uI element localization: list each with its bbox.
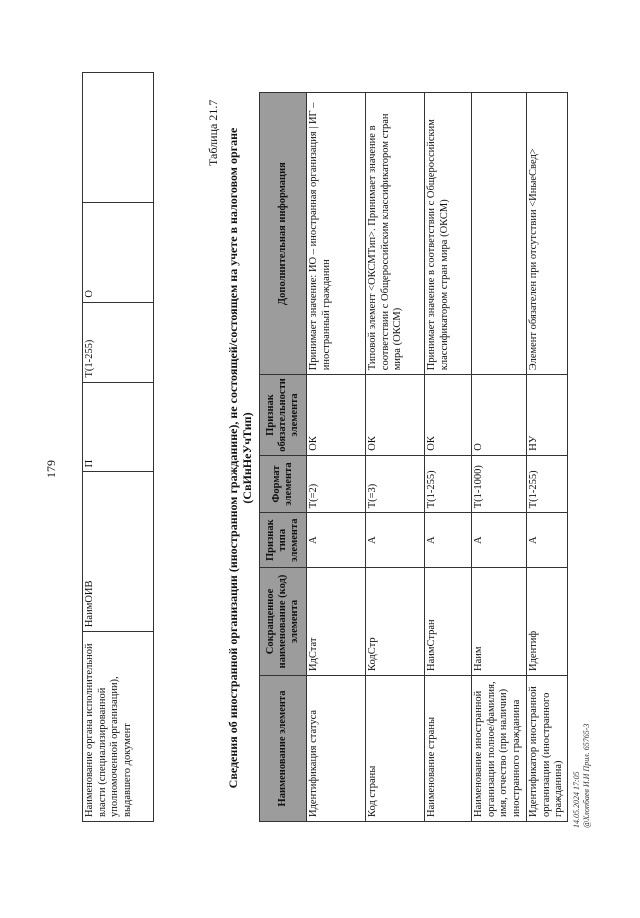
header-short: Сокращенное наименование (код) элемента [260, 568, 307, 676]
cell-info [83, 73, 154, 203]
table-row [366, 93, 425, 822]
cell-type: А [307, 513, 366, 568]
table-row [472, 93, 527, 822]
cell-name: Наименование страны [425, 676, 472, 822]
header-type: Признак типа элемента [260, 513, 307, 568]
cell-required: ОК [425, 375, 472, 456]
cell-format: T(=3) [366, 455, 425, 513]
cell-short: НаимОИВ [83, 472, 154, 632]
signature-stamp [572, 724, 592, 828]
cell-format: T(1-255) [527, 455, 568, 513]
cell-name: Идентификация статуса [307, 676, 366, 822]
table-row [527, 93, 568, 822]
cell-name: Наименование иностранной организации полное/фамилия, имя, отчество (при наличии) иностранного гражданина [472, 676, 527, 822]
table-title: Сведения об иностранной организации (иностранном гражданине), не состоящей/состоящем на учете в налоговом органе (СвИнНеУчТип) [226, 127, 254, 789]
page-number: 179 [44, 460, 58, 478]
table-row [83, 73, 154, 822]
cell-required: О [83, 202, 154, 302]
cell-name: Наименование органа исполнительной власти (специализированной уполномоченной организации), выдавшего документ [83, 632, 154, 822]
cell-format: T(1-1000) [472, 455, 527, 513]
cell-info [472, 93, 527, 375]
cell-short: Наим [472, 568, 527, 676]
cell-required: О [472, 375, 527, 456]
cell-type: А [366, 513, 425, 568]
continued-table [82, 72, 154, 822]
stamp-signer: @Хлопбаев И.И Прил. 65765-3 [582, 723, 591, 828]
table-number: Таблица 21.7 [206, 99, 220, 166]
cell-short: КодСтр [366, 568, 425, 676]
header-info: Дополнительная информация [260, 93, 307, 375]
cell-type: А [527, 513, 568, 568]
cell-required: ОК [366, 375, 425, 456]
cell-required: ОК [307, 375, 366, 456]
cell-info: Принимает значение: ИО – иностранная организация | ИГ – иностранный гражданин [307, 93, 366, 375]
table-row [307, 93, 366, 822]
header-name: Наименование элемента [260, 676, 307, 822]
cell-short: Идентиф [527, 568, 568, 676]
cell-info: Принимает значение в соответствии с Общероссийским классификатором стран мира (ОКСМ) [425, 93, 472, 375]
cell-name: Код страны [366, 676, 425, 822]
cell-format: T(=2) [307, 455, 366, 513]
cell-format: T(1-255) [83, 302, 154, 382]
cell-type: П [83, 382, 154, 472]
cell-info: Элемент обязателен при отсутствии <ИныеСвед> [527, 93, 568, 375]
cell-short: ИдСтат [307, 568, 366, 676]
stamp-date: 14.05.2024 17:05 [572, 771, 581, 828]
main-table [259, 92, 568, 822]
cell-type: А [472, 513, 527, 568]
header-row [260, 93, 307, 822]
cell-name: Идентификатор иностранной организации (иностранного гражданина) [527, 676, 568, 822]
cell-required: НУ [527, 375, 568, 456]
header-required: Признак обязательности элемента [260, 375, 307, 456]
cell-format: T(1-255) [425, 455, 472, 513]
cell-type: А [425, 513, 472, 568]
table-row [425, 93, 472, 822]
cell-short: НаимСтран [425, 568, 472, 676]
header-format: Формат элемента [260, 455, 307, 513]
cell-info: Типовой элемент <ОКСМТип>. Принимает значение в соответствии с Общероссийским классификатором стран мира (ОКСМ) [366, 93, 425, 375]
